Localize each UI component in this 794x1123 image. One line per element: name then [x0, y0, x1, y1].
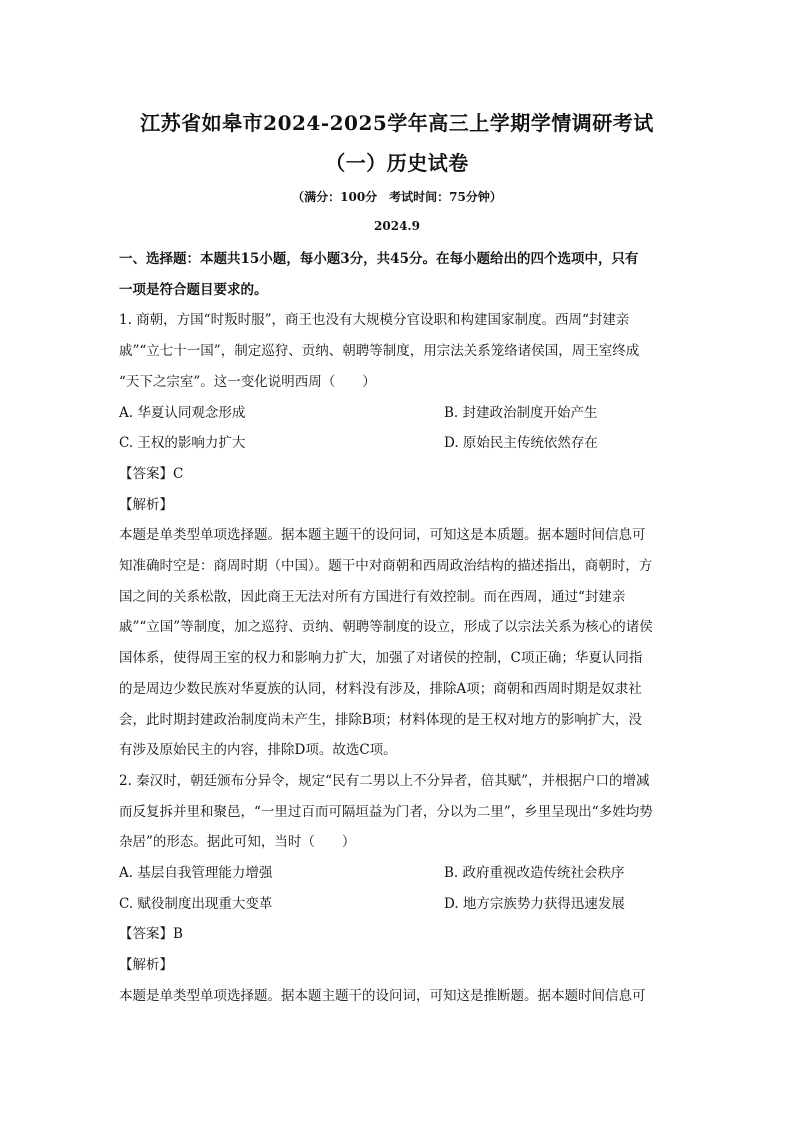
q1-analysis-line: 本题是单类型单项选择题。据本题主题干的设问词，可知这是本质题。据本题时间信息可 — [119, 527, 646, 544]
q2-analysis-line: 本题是单类型单项选择题。据本题主题干的设问词，可知这是推断题。据本题时间信息可 — [119, 987, 646, 1004]
q1-option-b: B. 封建政治制度开始产生 — [444, 404, 598, 421]
q1-option-d: D. 原始民主传统依然存在 — [444, 435, 598, 452]
exam-body — [119, 244, 679, 1012]
q1-analysis-line: 国体系，使得周王室的权力和影响力扩大，加强了对诸侯的控制，C项正确；华夏认同指 — [119, 650, 643, 667]
q2-option-a: A. 基层自我管理能力增强 — [119, 865, 273, 882]
q2-options-row — [119, 889, 679, 920]
q2-option-c: C. 赋役制度出现重大变革 — [119, 895, 273, 912]
q1-analysis-line: 戚”“立国”等制度，加之巡狩、贡纳、朝聘等制度的设立，形成了以宗法关系为核心的诸侯 — [119, 619, 653, 636]
q2-option-b: B. 政府重视改造传统社会秩序 — [444, 865, 625, 882]
q1-analysis-line: 知准确时空是：商周时期（中国）。题干中对商朝和西周政治结构的描述指出，商朝时，方 — [119, 558, 653, 575]
q1-analysis-label: 【解析】 — [119, 496, 173, 513]
exam-date: 2024.9 — [374, 219, 420, 233]
exam-meta: （满分：100分 考试时间：75分钟） — [292, 190, 502, 204]
q1-options-row — [119, 398, 679, 429]
exam-title-line1: 江苏省如皋市2024-2025学年高三上学期学情调研考试 — [140, 111, 654, 135]
q1-analysis-line: 会，此时期封建政治制度尚未产生，排除B项；材料体现的是王权对地方的影响扩大，没 — [119, 711, 642, 728]
q1-option-a: A. 华夏认同观念形成 — [119, 404, 246, 421]
q2-stem-line: 而反复拆并里和聚邑，“一里过百而可隔垣益为门者，分以为二里”，乡里呈现出“多姓均势 — [119, 803, 653, 820]
q1-analysis-line: 国之间的关系松散，因此商王无法对所有方国进行有效控制。而在西周，通过“封建亲 — [119, 588, 626, 605]
q1-analysis-line: 的是周边少数民族对华夏族的认同，材料没有涉及，排除A项；商朝和西周时期是奴隶社 — [119, 680, 642, 697]
q2-options-row — [119, 858, 679, 889]
q1-stem-line: 1. 商朝，方国“时叛时服”，商王也没有大规模分官设职和构建国家制度。西周“封建亲 — [119, 312, 630, 329]
q1-stem-line: “天下之宗室”。这一变化说明西周（ ） — [119, 373, 376, 390]
q2-stem-line: 杂居”的形态。据此可知，当时（ ） — [119, 834, 356, 851]
q2-option-d: D. 地方宗族势力获得迅速发展 — [444, 895, 625, 912]
section-heading-line2: 一项是符合题目要求的。 — [119, 281, 268, 298]
q1-stem-line: 戚”“立七十一国”，制定巡狩、贡纳、朝聘等制度，用宗法关系笼络诸侯国，周王室终成 — [119, 343, 640, 360]
q1-answer: 【答案】C — [119, 465, 184, 482]
q1-options-row — [119, 428, 679, 459]
q2-analysis-label: 【解析】 — [119, 957, 173, 974]
exam-title-line2: （一）历史试卷 — [325, 151, 469, 175]
q2-answer: 【答案】B — [119, 926, 183, 943]
q1-analysis-line: 有涉及原始民主的内容，排除D项。故选C项。 — [119, 742, 397, 759]
q2-stem-line: 2. 秦汉时，朝廷颁布分异令，规定“民有二男以上不分异者，倍其赋”，并根据户口的增减 — [119, 772, 650, 789]
section-heading-line1: 一、选择题：本题共15小题，每小题3分，共45分。在每小题给出的四个选项中，只有 — [119, 251, 639, 267]
q1-option-c: C. 王权的影响力扩大 — [119, 435, 246, 452]
